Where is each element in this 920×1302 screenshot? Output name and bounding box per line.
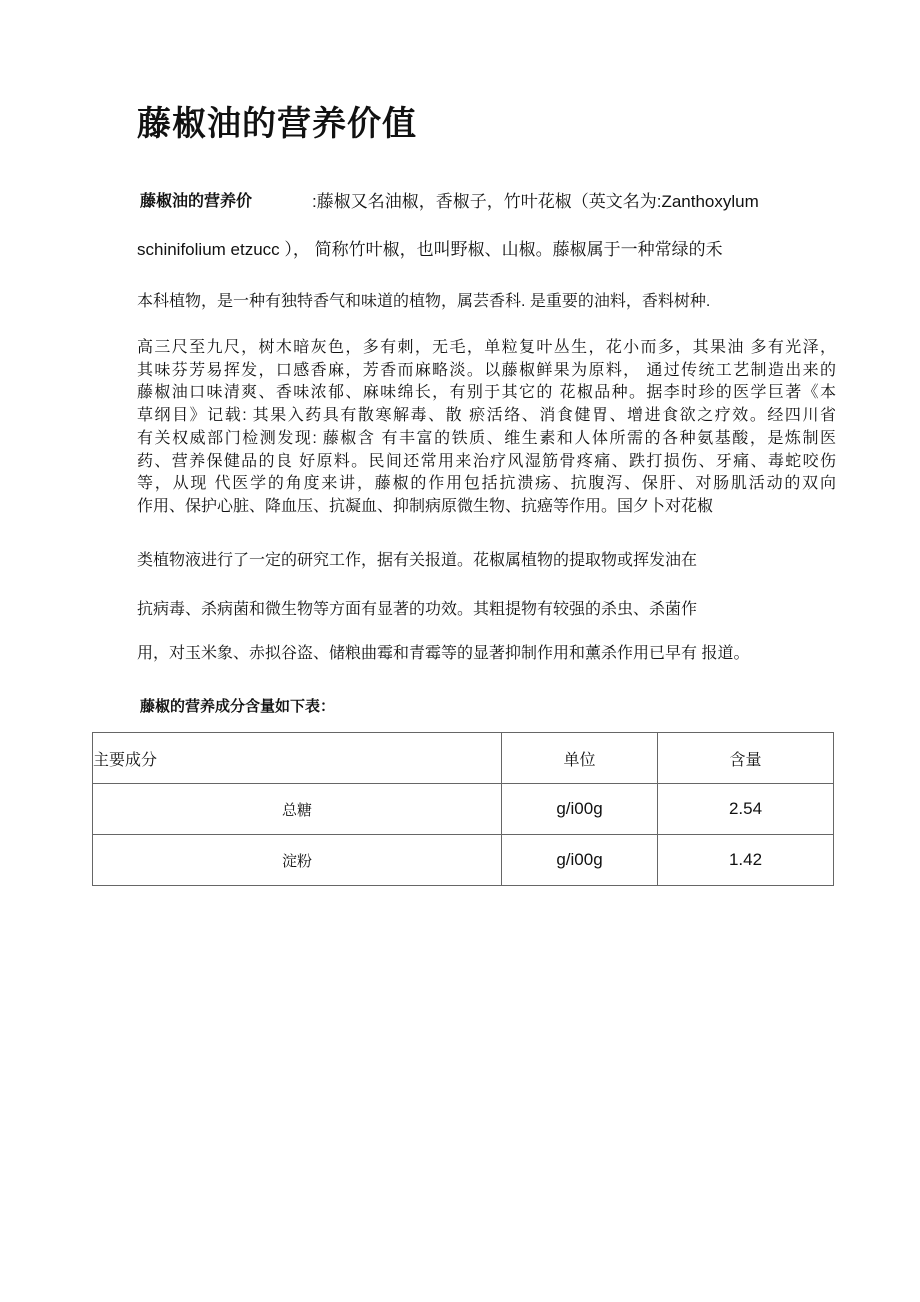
paragraph-line: 等，从现 代医学的角度来讲，藤椒的作用包括抗溃疡、抗腹泻、保肝、对肠肌活动的双向 (137, 475, 836, 493)
paragraph-line: 作用、保护心脏、降血压、抗凝血、抑制病原微生物、抗癌等作用。国夕卜对花椒 (137, 497, 714, 515)
cell-amount: 2.54 (658, 784, 834, 835)
intro-line-1: :藤椒又名油椒，香椒子，竹叶花椒（英文名为:Zanthoxylum (312, 192, 759, 211)
header-unit: 单位 (502, 733, 658, 784)
body-paragraph (137, 337, 836, 519)
paragraph-line: 高三尺至九尺，树木暗灰色，多有刺，无毛，单粒复叶丛生，花小而多，其果油 多有光泽， (137, 339, 836, 356)
cell-unit: g/i00g (502, 835, 658, 886)
table-header-row (93, 733, 834, 784)
intro-line-2: schinifolium etzucc ）， 简称竹叶椒，也叫野椒、山椒。藤椒属于一种常绿的禾 (137, 240, 723, 259)
paragraph-line: 药、营养保健品的良 好原料。民间还常用来治疗风湿筋骨疼痛、跌打损伤、牙痛、毒蛇咬伤 (137, 452, 836, 470)
cell-component: 总糖 (93, 784, 502, 835)
page-title: 藤椒油的营养价值 (137, 105, 417, 143)
cell-amount: 1.42 (658, 835, 834, 886)
header-amount: 含量 (658, 733, 834, 784)
tail-line-3: 用，对玉米象、赤拟谷盗、储粮曲霉和青霉等的显著抑制作用和薰杀作用已早有 报道。 (137, 645, 750, 662)
intro-label: 藤椒油的营养价 (140, 193, 253, 210)
table-row (93, 784, 834, 835)
table-row (93, 835, 834, 886)
paragraph-line: 其味芬芳易挥发，口感香麻，芳香而麻略淡。以藤椒鲜果为原料， 通过传统工艺制造出来的 (137, 361, 836, 379)
paragraph-line: 藤椒油口味清爽、香味浓郁、麻味绵长，有别于其它的 花椒品种。据李时珍的医学巨著《本 (137, 384, 836, 402)
paragraph-line: 有关权威部门检测发现: 藤椒含 有丰富的铁质、维生素和人体所需的各种氨基酸，是炼制医 (137, 429, 836, 447)
nutrition-table (92, 732, 834, 886)
intro-line-3: 本科植物，是一种有独特香气和味道的植物，属芸香科. 是重要的油料，香料树种. (137, 293, 711, 310)
cell-component: 淀粉 (93, 835, 502, 886)
tail-line-1: 类植物液进行了一定的研究工作，据有关报道。花椒属植物的提取物或挥发油在 (137, 552, 698, 569)
tail-line-2: 抗病毒、杀病菌和微生物等方面有显著的功效。其粗提物有较强的杀虫、杀菌作 (137, 601, 698, 618)
paragraph-line: 草纲目》记载: 其果入药具有散寒解毒、散 瘀活络、消食健胃、增进食欲之疗效。经四川省 (137, 407, 836, 425)
table-caption: 藤椒的营养成分含量如下表： (140, 698, 336, 715)
cell-unit: g/i00g (502, 784, 658, 835)
header-component: 主要成分 (93, 733, 502, 784)
